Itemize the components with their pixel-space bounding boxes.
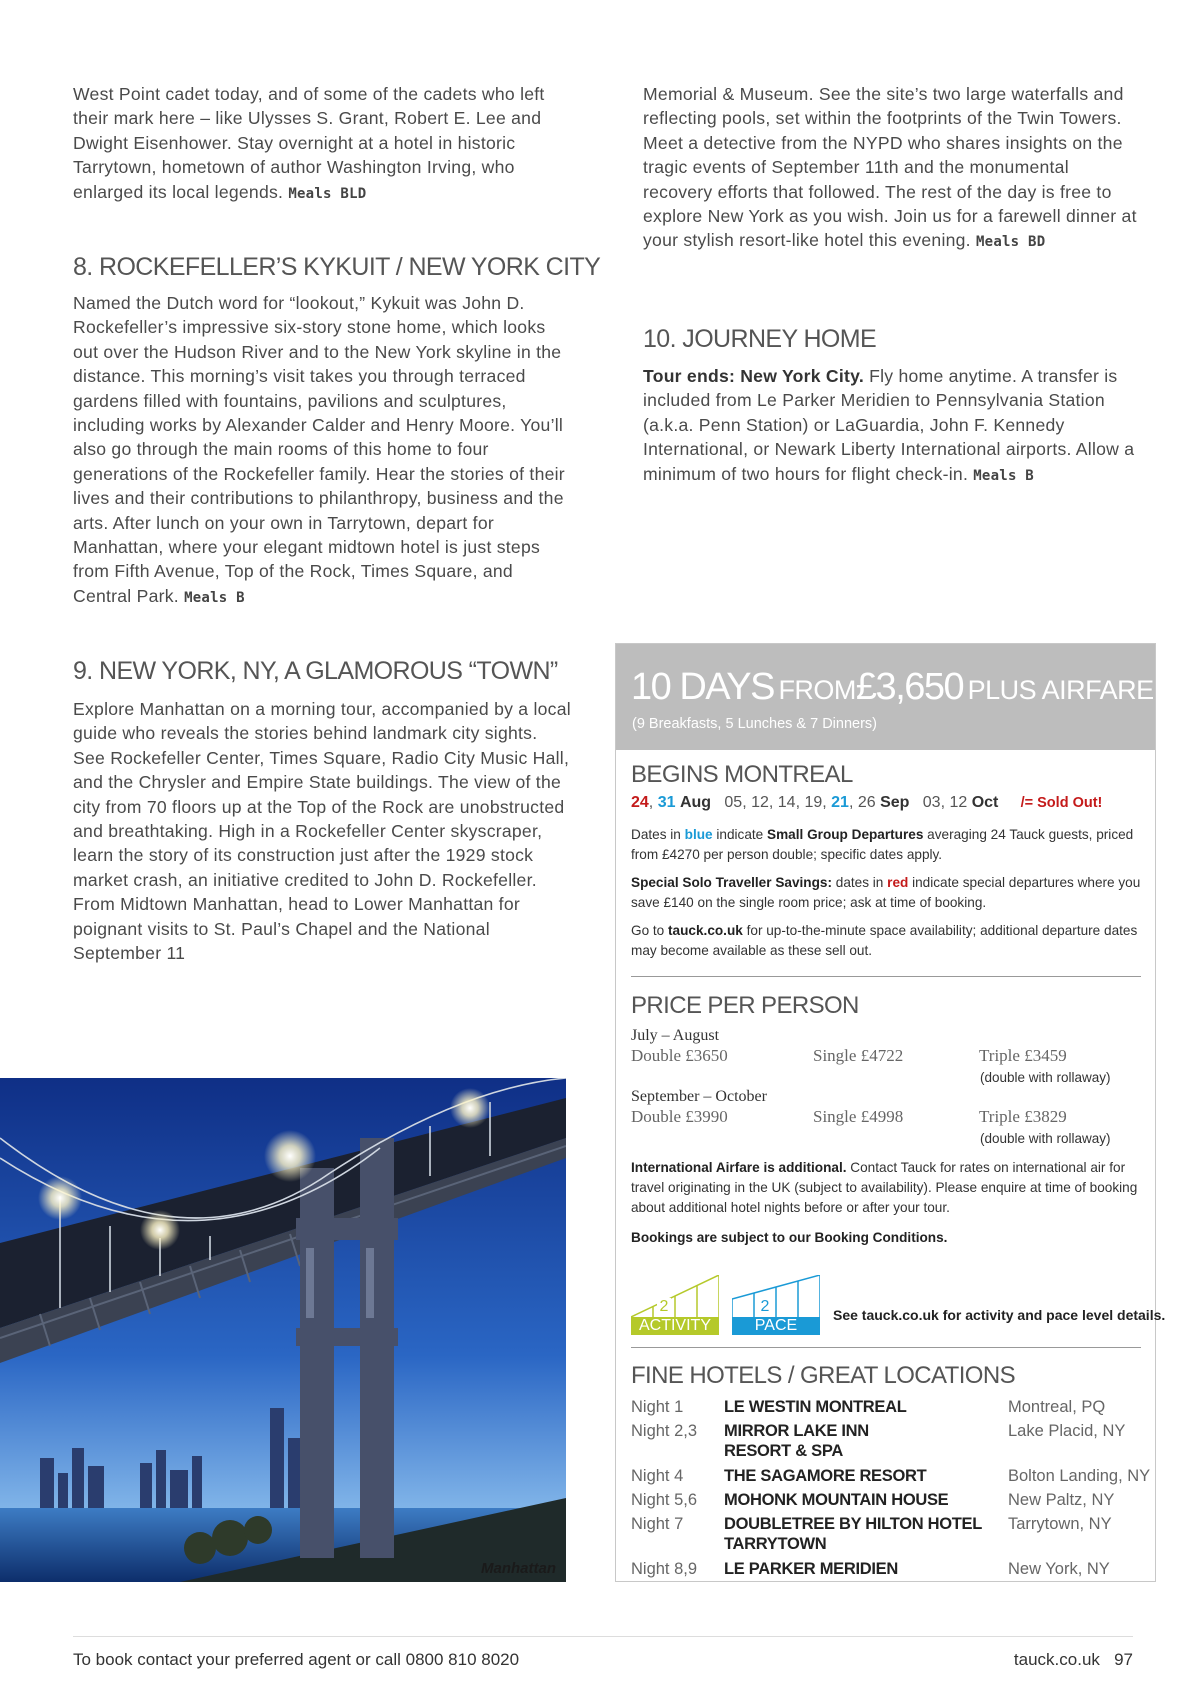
hotel-night: Night 8,9 <box>631 1560 698 1578</box>
pace-label: PACE <box>754 1317 798 1334</box>
day10-body <box>643 364 1143 488</box>
hotel-name: LE PARKER MERIDIEN <box>724 1560 898 1578</box>
hotel-name: MOHONK MOUNTAIN HOUSE <box>724 1491 949 1509</box>
date-sep-comma: , <box>848 794 858 811</box>
day8-title: 8. ROCKEFELLER’S KYKUIT / NEW YORK CITY <box>73 253 601 281</box>
availability-note <box>631 921 1143 961</box>
season-1-triple-note: (double with rollaway) <box>980 1070 1111 1085</box>
hotel-night: Night 1 <box>631 1398 684 1416</box>
site-and-page-number: tauck.co.uk 97 <box>1013 1650 1133 1669</box>
season-2-single: Single £4998 <box>813 1107 904 1126</box>
plus-airfare: PLUS AIRFARE <box>967 675 1154 705</box>
day9-text: Explore Manhattan on a morning tour, accompanied by a local guide who reveals the stories behind landmark city sights. See Rockefeller Center, Times Square, Radio City Music Hall, and the Chrysler and Empire State buildings. The view of the city from 70 floors up at the Top of the Rock are unobstructed and breathtaking. High in a Rockefeller Center skyscraper, learn the story of its construction just after the 1929 stock market crash, an initiative credited to John D. Rockefeller. From Midtown Manhattan, head to Lower Manhattan for poignant visits to St. Paul’s Chapel and the National September 11 <box>73 699 571 964</box>
activity-label: ACTIVITY <box>638 1317 711 1334</box>
hotel-night: Night 2,3 <box>631 1422 698 1440</box>
hotel-night: Night 5,6 <box>631 1491 698 1509</box>
day8-text: Named the Dutch word for “lookout,” Kykuit was John D. Rockefeller’s impressive six-story stone home, which looks out over the Hudson River and to the New York skyline in the distance. This morning’s visit takes you through terraced gardens filled with fountains, pavilions and sculptures, including works by Alexander Calder and Henry Moore. You’ll also go through the main rooms of this home to four generations of the Rockefeller family. Hear the stories of their lives and their contributions to philanthropy, business and the arts. After lunch on your own in Tarrytown, depart for Manhattan, where your elegant midtown hotel is just steps from Fifth Avenue, Top of the Rock, Times Square, and Central Park. <box>73 293 565 606</box>
note1-a: Dates in <box>631 827 685 842</box>
activity-level-number: 2 <box>657 1298 671 1316</box>
price-header <box>616 644 1155 750</box>
note1-bold: Small Group Departures <box>767 827 924 842</box>
hotel-location: Bolton Landing, NY <box>1008 1467 1151 1485</box>
solo-savings-note <box>631 873 1143 913</box>
date-sep-12: 12 <box>751 794 769 811</box>
hotel-location: New York, NY <box>1008 1560 1110 1578</box>
intro-meals: Meals BLD <box>288 185 367 202</box>
season-1-double: Double £3650 <box>631 1046 728 1065</box>
note2-bold: Special Solo Traveller Savings: <box>631 875 832 890</box>
pace-level-badge <box>732 1275 820 1335</box>
month-aug: Aug <box>679 794 712 811</box>
cont-meals: Meals BD <box>975 234 1046 251</box>
season-1-name: July – August <box>631 1027 720 1044</box>
note2-red: red <box>887 875 909 890</box>
note3-b: for up-to-the-minute space availability; additional departure dates may become available as these sell out. <box>631 923 1138 958</box>
day10-lead: Tour ends: New York City. <box>643 366 864 386</box>
hotel-location: Lake Placid, NY <box>1008 1422 1126 1440</box>
left-intro <box>73 82 573 206</box>
sold-out-legend: /= Sold Out! <box>1020 795 1103 811</box>
season-2-triple-note: (double with rollaway) <box>980 1131 1111 1146</box>
date-aug-24: 24 <box>631 794 649 811</box>
date-sep-21: 21 <box>831 794 849 811</box>
airfare-note <box>631 1158 1143 1218</box>
hotel-night: Night 4 <box>631 1467 684 1485</box>
day8-body <box>73 291 573 610</box>
activity-level-badge <box>631 1275 719 1335</box>
season-2-name: September – October <box>631 1088 767 1105</box>
from-label: FROM <box>778 675 856 705</box>
season-2-triple: Triple £3829 <box>979 1107 1067 1126</box>
day10-meals: Meals B <box>973 467 1034 484</box>
day9-body <box>73 697 573 965</box>
begins-title: BEGINS MONTREAL <box>631 761 853 788</box>
day10-text: Fly home anytime. A transfer is included from Le Parker Meridien to Pennsylvania Station (a.k.a. Penn Station) or LaGuardia, John F. Kennedy International, or Newark Liberty International airports. Allow a minimum of two hours for flight check-in. <box>643 366 1135 484</box>
booking-contact: To book contact your preferred agent or call 0800 810 8020 <box>73 1650 520 1669</box>
day9-title: 9. NEW YORK, NY, A GLAMOROUS “TOWN” <box>73 657 558 685</box>
tauck-link[interactable]: tauck.co.uk <box>668 923 743 938</box>
tour-info-box <box>615 643 1166 1582</box>
note3-a: Go to <box>631 923 669 938</box>
hotel-name: THE SAGAMORE RESORT <box>724 1467 927 1485</box>
levels-note: See tauck.co.uk for activity and pace level details. <box>833 1307 1166 1323</box>
bridge-illustration <box>0 1078 566 1582</box>
intro-text: West Point cadet today, and of some of the cadets who left their mark here – like Ulysses S. Grant, Robert E. Lee and Dwight Eisenhower. Stay overnight at a hotel in historic Tarrytown, hometown of author Washington Irving, who enlarged its local legends. <box>73 84 545 202</box>
booking-conditions[interactable] <box>631 1228 1143 1248</box>
season-1-triple: Triple £3459 <box>979 1046 1067 1065</box>
date-oct: 03, 12 <box>922 794 968 811</box>
month-sep: Sep <box>880 794 910 811</box>
date-aug-31: 31 <box>657 794 676 811</box>
hotel-name: MIRROR LAKE INN <box>724 1422 869 1440</box>
hotel-name-line2: RESORT & SPA <box>724 1442 843 1460</box>
divider <box>631 1347 1141 1348</box>
date-sep: , <box>648 794 658 811</box>
season-2-double: Double £3990 <box>631 1107 728 1126</box>
booking-conditions-text: Bookings are subject to our Booking Conditions. <box>631 1230 948 1245</box>
day10-title: 10. JOURNEY HOME <box>643 325 877 353</box>
note2-a: dates in <box>831 875 888 890</box>
hotel-name: LE WESTIN MONTREAL <box>724 1398 907 1416</box>
note1-c: averaging 24 Tauck guests, priced from £4270 per person double; specific dates apply. <box>631 827 1134 862</box>
cont-text: Memorial & Museum. See the site’s two large waterfalls and reflecting pools, set within the footprints of the Twin Towers. Meet a detective from the NYPD who shares insights on the tragic events of September 11th and the monumental recovery efforts that followed. The rest of the day is free to explore New York as you wish. Join us for a farewell dinner at your stylish resort-like hotel this evening. <box>643 84 1137 251</box>
departure-dates <box>631 794 1102 812</box>
season-1-single: Single £4722 <box>813 1046 904 1065</box>
date-sep-26: 26 <box>857 794 876 811</box>
right-cont <box>643 82 1143 255</box>
days-count: 10 DAYS <box>631 666 774 708</box>
headline <box>631 666 1154 709</box>
date-sep-05: 05, <box>724 794 752 811</box>
hotels-title: FINE HOTELS / GREAT LOCATIONS <box>631 1362 1016 1389</box>
hotel-location: Montreal, PQ <box>1008 1398 1106 1416</box>
day8-meals: Meals B <box>184 589 245 606</box>
airfare-text: Contact Tauck for rates on international air for travel originating in the UK (subject to availability). Please enquire at time of booking about additional hotel nights before or after your tour. <box>631 1160 1138 1215</box>
manhattan-bridge-photo <box>0 1078 566 1582</box>
hotel-location: Tarrytown, NY <box>1008 1515 1112 1533</box>
meals-summary: (9 Breakfasts, 5 Lunches & 7 Dinners) <box>632 716 878 732</box>
footer-divider <box>73 1636 1133 1637</box>
airfare-bold: International Airfare is additional. <box>631 1160 847 1175</box>
hotel-name-line2: TARRYTOWN <box>724 1535 827 1553</box>
from-price: £3,650 <box>855 666 964 708</box>
hotel-location: New Paltz, NY <box>1008 1491 1115 1509</box>
small-group-note <box>631 825 1143 865</box>
note1-b: indicate <box>712 827 768 842</box>
note1-blue: blue <box>684 827 713 842</box>
pace-level-number: 2 <box>758 1298 772 1316</box>
date-sep-14-19: , 14, 19, <box>768 794 832 811</box>
photo-caption: Manhattan <box>481 1560 556 1577</box>
month-oct: Oct <box>971 794 999 811</box>
price-title: PRICE PER PERSON <box>631 992 859 1019</box>
divider <box>631 976 1141 977</box>
hotel-night: Night 7 <box>631 1515 684 1533</box>
hotel-name: DOUBLETREE BY HILTON HOTEL <box>724 1515 983 1533</box>
note2-b: indicate special departures where you save £140 on the single room price; ask at time of booking. <box>631 875 1141 910</box>
